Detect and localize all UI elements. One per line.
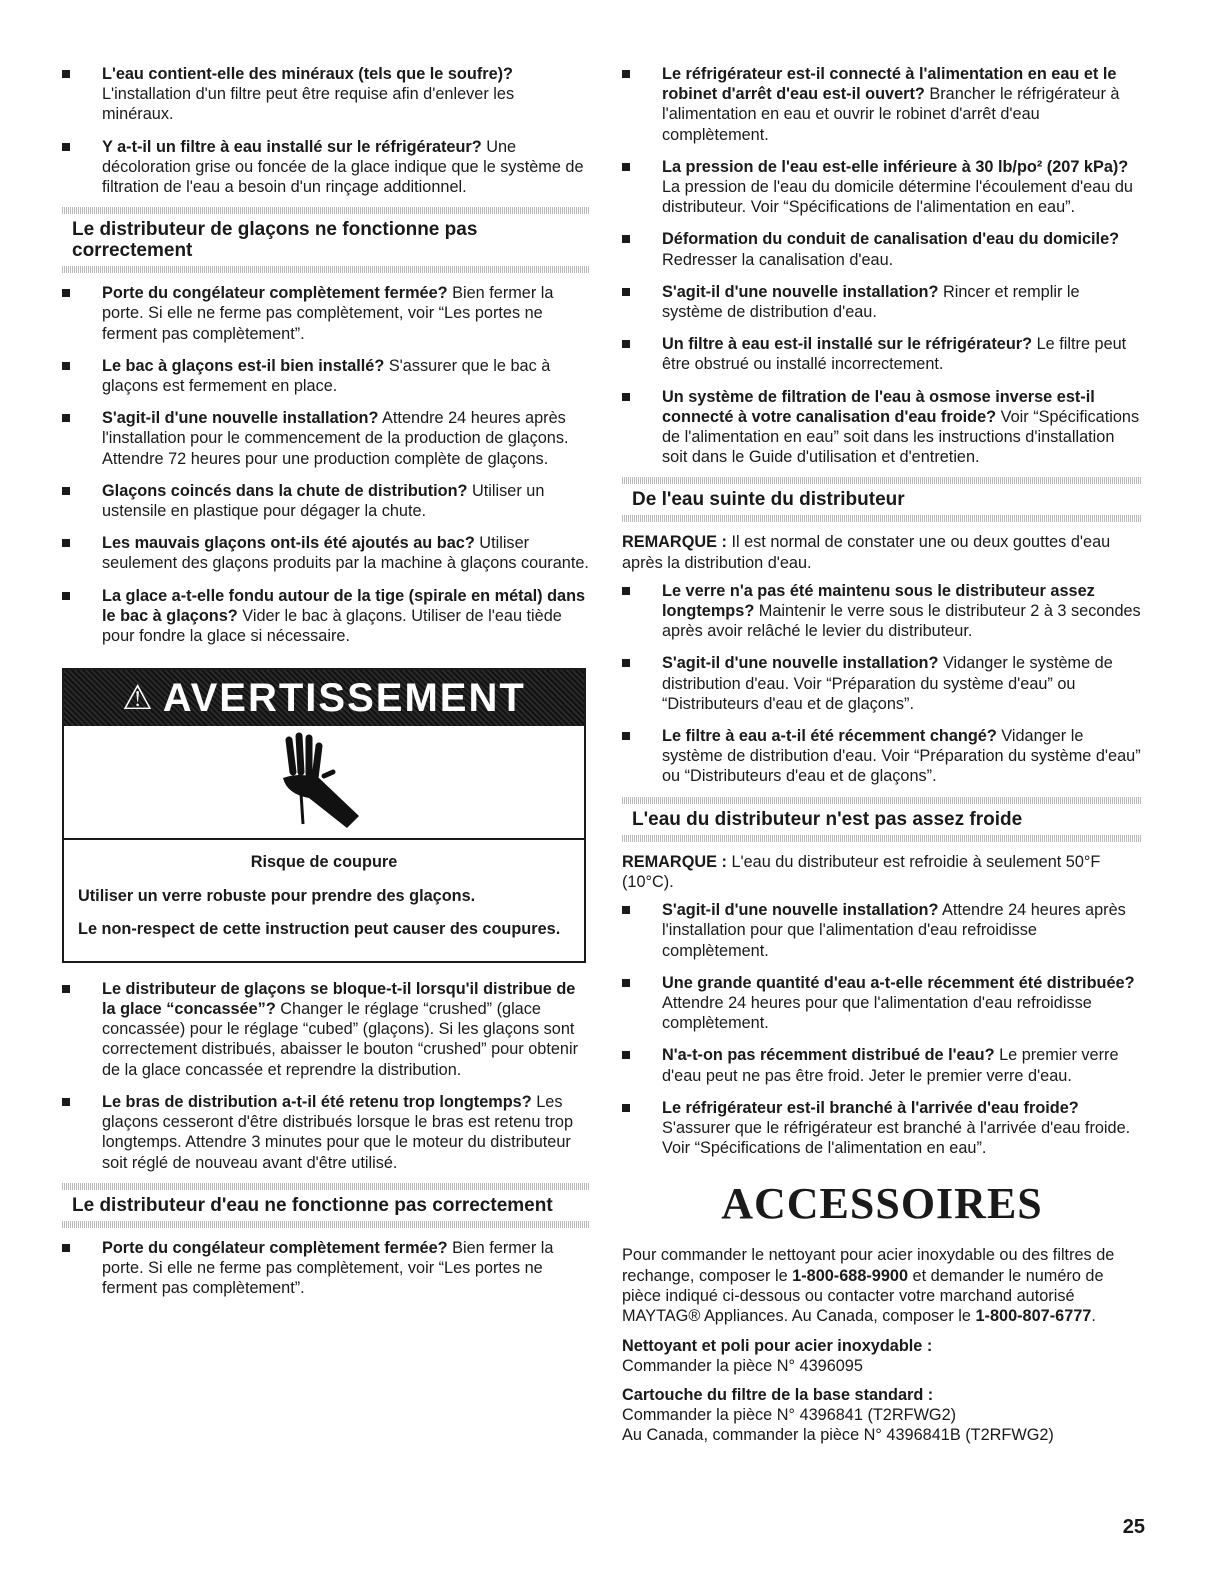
bullet-icon — [62, 592, 70, 600]
item-question: Y a-t-il un filtre à eau installé sur le réfrigérateur? — [102, 137, 482, 156]
item-question: La pression de l'eau est-elle inférieure à 30 lb/po² (207 kPa)? — [662, 157, 1129, 176]
bullet-icon — [62, 1244, 70, 1252]
item-answer: Vider le bac à glaçons. Utiliser de l'eau tiède pour fondre la glace si nécessaire. — [102, 606, 562, 646]
accessory-title: Nettoyant et poli pour acier inoxydable : — [622, 1337, 933, 1356]
section-heading-water-not-cold: L'eau du distributeur n'est pas assez froide — [622, 801, 1142, 838]
list-item — [622, 157, 1142, 218]
bullet-icon — [622, 393, 630, 401]
phone-number: 1-800-688-9900 — [792, 1266, 909, 1285]
item-answer: La pression de l'eau du domicile détermine l'écoulement d'eau du distributeur. Voir “Spécifications de l'alimentation en eau”. — [662, 178, 1133, 217]
section-heading-water-dispenser: Le distributeur d'eau ne fonctionne pas correctement — [62, 1187, 590, 1224]
list-item — [62, 533, 590, 573]
bullet-icon — [62, 362, 70, 370]
section-heading-leaking: De l'eau suinte du distributeur — [622, 481, 1142, 518]
item-answer: Le filtre peut être obstrué ou installé incorrectement. — [662, 335, 1127, 374]
item-question: Le bras de distribution a-t-il été retenu trop longtemps? — [102, 1092, 532, 1111]
note — [622, 532, 1142, 572]
item-answer: Une décoloration grise ou foncée de la glace indique que le système de filtration de l'eau a besoin d'un rinçage additionnel. — [102, 137, 584, 197]
item-question: Porte du congélateur complètement fermée? — [102, 1238, 448, 1257]
list-item — [622, 973, 1142, 1034]
item-question: Le réfrigérateur est-il connecté à l'alimentation en eau et le robinet d'arrêt d'eau est-il ouvert? — [662, 65, 1117, 104]
bullet-icon — [62, 1098, 70, 1106]
item-answer: Vidanger le système de distribution d'eau. Voir “Préparation du système d'eau” ou “Distributeurs d'eau et de glaçons”. — [662, 727, 1141, 786]
list-item — [622, 229, 1142, 269]
list-item — [62, 481, 590, 521]
accessory-line: Commander la pièce N° 4396841 (T2RFWG2) — [622, 1405, 957, 1424]
list-item — [622, 387, 1142, 468]
warning-line: Utiliser un verre robuste pour prendre des glaçons. — [78, 887, 476, 906]
bullet-icon — [622, 235, 630, 243]
item-answer: Utiliser un ustensile en plastique pour dégager la chute. — [102, 481, 545, 521]
item-answer: S'assurer que le bac à glaçons est fermement en place. — [102, 356, 551, 396]
list-item — [62, 1092, 590, 1173]
item-question: Un filtre à eau est-il installé sur le réfrigérateur? — [662, 335, 1033, 354]
bullet-icon — [622, 340, 630, 348]
list-item — [62, 356, 590, 396]
bullet-icon — [62, 487, 70, 495]
phone-number: 1-800-807-6777 — [975, 1306, 1092, 1325]
item-answer: Rincer et remplir le système de distribution d'eau. — [662, 282, 1080, 322]
item-answer: Le premier verre d'eau peut ne pas être froid. Jeter le premier verre d'eau. — [662, 1046, 1119, 1085]
accessories-intro — [622, 1245, 1142, 1326]
bullet-icon — [62, 289, 70, 297]
item-question: Les mauvais glaçons ont-ils été ajoutés au bac? — [102, 534, 475, 553]
bullet-icon — [62, 70, 70, 78]
item-question: Le distributeur de glaçons se bloque-t-il lorsqu'il distribue de la glace “concassée”? — [102, 979, 576, 1019]
bullet-icon — [622, 70, 630, 78]
item-question: Le réfrigérateur est-il branché à l'arrivée d'eau froide? — [662, 1098, 1079, 1117]
item-answer: Maintenir le verre sous le distributeur 2 à 3 secondes après avoir relâché le levier du distributeur. — [662, 602, 1141, 641]
item-question: Un système de filtration de l'eau à osmose inverse est-il connecté à votre canalisation d'eau froide? — [662, 387, 1095, 426]
bullet-icon — [62, 143, 70, 151]
item-question: Porte du congélateur complètement fermée? — [102, 284, 448, 303]
item-answer: Vidanger le système de distribution d'eau. Voir “Préparation du système d'eau” ou “Distributeurs d'eau et de glaçons”. — [662, 654, 1113, 713]
list-item — [62, 979, 590, 1080]
accessory-item — [622, 1336, 1142, 1376]
bullet-icon — [622, 163, 630, 171]
page-number: 25 — [1122, 1516, 1145, 1538]
bullet-icon — [622, 906, 630, 914]
cut-hand-icon — [269, 732, 379, 832]
intro-text: . — [1091, 1306, 1096, 1325]
item-answer: Brancher le réfrigérateur à l'alimentation en eau et ouvrir le robinet d'arrêt d'eau complètement. — [662, 85, 1120, 144]
item-answer: Changer le réglage “crushed” (glace concassée) pour le réglage “cubed” (glaçons). Si les glaçons sont correctement distribués, abaisser le bouton “crushed” pour obtenir de la glace concassée et reprendre la distribution. — [102, 1000, 579, 1079]
note-label: REMARQUE : — [622, 533, 727, 552]
warning-banner — [64, 670, 584, 726]
list-item — [622, 1098, 1142, 1159]
list-item — [62, 283, 590, 344]
section-heading-ice-dispenser: Le distributeur de glaçons ne fonctionne pas correctement — [62, 211, 590, 269]
bullet-icon — [62, 985, 70, 993]
list-item — [622, 282, 1142, 322]
list-item — [622, 1045, 1142, 1085]
accessory-title: Cartouche du filtre de la base standard : — [622, 1385, 934, 1404]
accessory-line: Commander la pièce N° 4396095 — [622, 1357, 863, 1376]
item-question: Le bac à glaçons est-il bien installé? — [102, 356, 385, 375]
bullet-icon — [622, 288, 630, 296]
item-question: Une grande quantité d'eau a-t-elle récemment été distribuée? — [662, 973, 1135, 992]
list-item — [62, 137, 590, 198]
note-text: L'eau du distributeur est refroidie à seulement 50°F (10°C). — [622, 852, 1101, 891]
list-item — [62, 1238, 590, 1299]
intro-text: Pour commander le nettoyant pour acier inoxydable ou des filtres de rechange, composer le — [622, 1246, 1115, 1285]
item-answer: Bien fermer la porte. Si elle ne ferme pas complètement, voir “Les portes ne ferment pas complètement”. — [102, 284, 554, 343]
warning-banner-text: AVERTISSEMENT — [162, 675, 526, 720]
list-item — [62, 64, 590, 125]
bullet-icon — [622, 979, 630, 987]
bullet-icon — [622, 587, 630, 595]
item-question: S'agit-il d'une nouvelle installation? — [662, 654, 939, 673]
right-column — [622, 64, 1142, 1453]
warning-text — [64, 840, 584, 961]
accessory-item — [622, 1385, 1142, 1446]
item-question: Le filtre à eau a-t-il été récemment changé? — [662, 727, 997, 746]
item-question: S'agit-il d'une nouvelle installation? — [662, 282, 939, 301]
list-item — [622, 64, 1142, 145]
bullet-icon — [622, 1104, 630, 1112]
item-answer: Bien fermer la porte. Si elle ne ferme pas complètement, voir “Les portes ne ferment pas complètement”. — [102, 1238, 554, 1298]
list-item — [622, 653, 1142, 714]
item-answer: Attendre 24 heures pour que l'alimentation d'eau refroidisse complètement. — [662, 993, 1092, 1033]
note-text: Il est normal de constater une ou deux gouttes d'eau après la distribution d'eau. — [622, 533, 1111, 572]
item-answer: Utiliser seulement des glaçons produits par la machine à glaçons courante. — [102, 534, 589, 573]
item-question: Glaçons coincés dans la chute de distribution? — [102, 481, 468, 500]
left-column — [62, 64, 590, 1310]
list-item — [622, 900, 1142, 961]
note — [622, 852, 1142, 892]
intro-text: et demander le numéro de pièce indiqué ci-dessous ou contacter votre marchand autorisé MAYTAG® Appliances. Au Canada, composer le — [622, 1266, 1104, 1325]
item-answer: Redresser la canalisation d'eau. — [662, 250, 894, 269]
item-answer: Attendre 24 heures après l'installation pour que l'alimentation d'eau refroidisse complètement. — [662, 901, 1126, 960]
note-label: REMARQUE : — [622, 852, 727, 871]
list-item — [62, 586, 590, 647]
list-item — [622, 581, 1142, 642]
list-item — [622, 726, 1142, 787]
warning-box — [62, 668, 586, 963]
item-answer: S'assurer que le réfrigérateur est branché à l'arrivée d'eau froide. Voir “Spécifications de l'alimentation en eau”. — [662, 1118, 1131, 1158]
accessory-line: Au Canada, commander la pièce N° 4396841B (T2RFWG2) — [622, 1425, 1054, 1444]
bullet-icon — [62, 539, 70, 547]
item-question: Déformation du conduit de canalisation d'eau du domicile? — [662, 230, 1120, 249]
item-answer: L'installation d'un filtre peut être requise afin d'enlever les minéraux. — [102, 85, 515, 124]
bullet-icon — [62, 414, 70, 422]
bullet-icon — [622, 1051, 630, 1059]
item-question: Le verre n'a pas été maintenu sous le distributeur assez longtemps? — [662, 581, 1095, 621]
warning-pictogram — [64, 726, 584, 840]
list-item — [62, 408, 590, 469]
warning-triangle-icon: ⚠ — [122, 679, 155, 718]
list-item — [622, 334, 1142, 374]
item-question: L'eau contient-elle des minéraux (tels que le soufre)? — [102, 65, 513, 83]
item-question: S'agit-il d'une nouvelle installation? — [102, 409, 379, 428]
bullet-icon — [622, 659, 630, 667]
warning-line: Le non-respect de cette instruction peut causer des coupures. — [78, 919, 561, 938]
warning-risk: Risque de coupure — [250, 853, 398, 872]
bullet-icon — [622, 732, 630, 740]
item-question: La glace a-t-elle fondu autour de la tige (spirale en métal) dans le bac à glaçons? — [102, 586, 586, 625]
item-question: N'a-t-on pas récemment distribué de l'eau? — [662, 1046, 995, 1065]
item-question: S'agit-il d'une nouvelle installation? — [662, 901, 939, 920]
item-answer: Les glaçons cesseront d'être distribués lorsque le bras est retenu trop longtemps. Attendre 3 minutes pour que le moteur du distributeur soit réglé de nouveau avant d'être utilisé. — [102, 1092, 573, 1172]
accessories-title: ACCESSOIRES — [721, 1179, 1043, 1229]
item-answer: Voir “Spécifications de l'alimentation en eau” soit dans les instructions d'installation soit dans le Guide d'utilisation et d'entretien. — [662, 407, 1140, 467]
item-answer: Attendre 24 heures après l'installation pour le commencement de la production de glaçons. Attendre 72 heures pour une production complète de glaçons. — [102, 409, 569, 468]
